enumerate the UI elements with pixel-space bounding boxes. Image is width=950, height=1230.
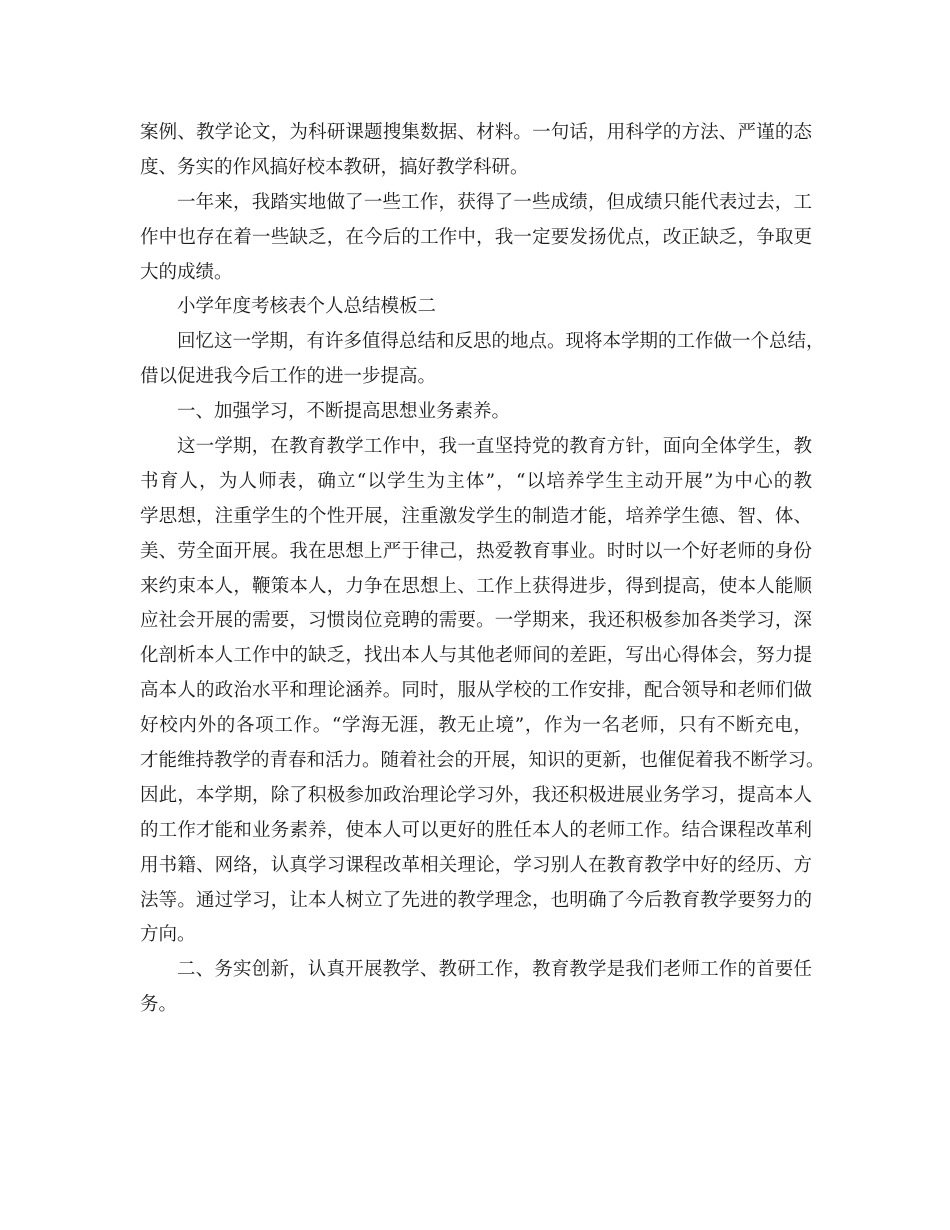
text-line: 用书籍、网络，认真学习课程改革相关理论，学习别人在教育教学中好的经历、方 — [140, 854, 812, 876]
text-line: 借以促进我今后工作的进一步提高。 — [140, 366, 437, 388]
text-line: 书育人，为人师表，确立“以学生为主体”，“以培养学生主动开展”为中心的教 — [140, 470, 812, 492]
text-line: 化剖析本人工作中的缺乏，找出本人与其他老师间的差距，写出心得体会，努力提 — [140, 645, 812, 667]
text-line: 度、务实的作风搞好校本教研，搞好教学科研。 — [140, 156, 529, 178]
text-line: 方向。 — [140, 924, 196, 946]
text-line: 学思想，注重学生的个性开展，注重激发学生的制造才能，培养学生德、智、体、 — [140, 505, 812, 527]
text-line: 作中也存在着一些缺乏，在今后的工作中，我一定要发扬优点，改正缺乏，争取更 — [140, 226, 812, 248]
text-line: 务。 — [140, 994, 178, 1016]
text-line: 来约束本人，鞭策本人，力争在思想上、工作上获得进步，得到提高，使本人能顺 — [140, 575, 812, 597]
text-line: 回忆这一学期，有许多值得总结和反思的地点。现将本学期的工作做一个总结， — [177, 331, 825, 353]
text-line: 案例、教学论文，为科研课题搜集数据、材料。一句话，用科学的方法、严谨的态 — [140, 122, 812, 143]
text-line: 才能维持教学的青春和活力。随着社会的开展，知识的更新，也催促着我不断学习。 — [140, 750, 825, 772]
text-line: 高本人的政治水平和理论涵养。同时，服从学校的工作安排，配合领导和老师们做 — [140, 680, 812, 702]
document-page — [140, 116, 825, 1023]
text-line: 应社会开展的需要，习惯岗位竞聘的需要。一学期来，我还积极参加各类学习，深 — [140, 610, 812, 632]
text-line: 一年来，我踏实地做了一些工作，获得了一些成绩，但成绩只能代表过去，工 — [177, 191, 812, 213]
text-line: 一、加强学习，不断提高思想业务素养。 — [177, 401, 511, 423]
text-line: 美、劳全面开展。我在思想上严于律己，热爱教育事业。时时以一个好老师的身份 — [140, 540, 812, 562]
text-line: 因此，本学期，除了积极参加政治理论学习外，我还积极进展业务学习，提高本人 — [140, 784, 812, 806]
text-line: 的工作才能和业务素养，使本人可以更好的胜任本人的老师工作。结合课程改革利 — [140, 819, 812, 841]
text-line: 大的成绩。 — [140, 261, 233, 283]
text-line: 二、务实创新，认真开展教学、教研工作，教育教学是我们老师工作的首要任 — [177, 959, 812, 981]
text-line: 小学年度考核表个人总结模板二 — [177, 296, 437, 318]
text-line: 这一学期，在教育教学工作中，我一直坚持党的教育方针，面向全体学生，教 — [177, 436, 812, 458]
text-line: 法等。通过学习，让本人树立了先进的教学理念，也明确了今后教育教学要努力的 — [140, 889, 812, 911]
text-line: 好校内外的各项工作。“学海无涯，教无止境”，作为一名老师，只有不断充电， — [140, 715, 812, 737]
